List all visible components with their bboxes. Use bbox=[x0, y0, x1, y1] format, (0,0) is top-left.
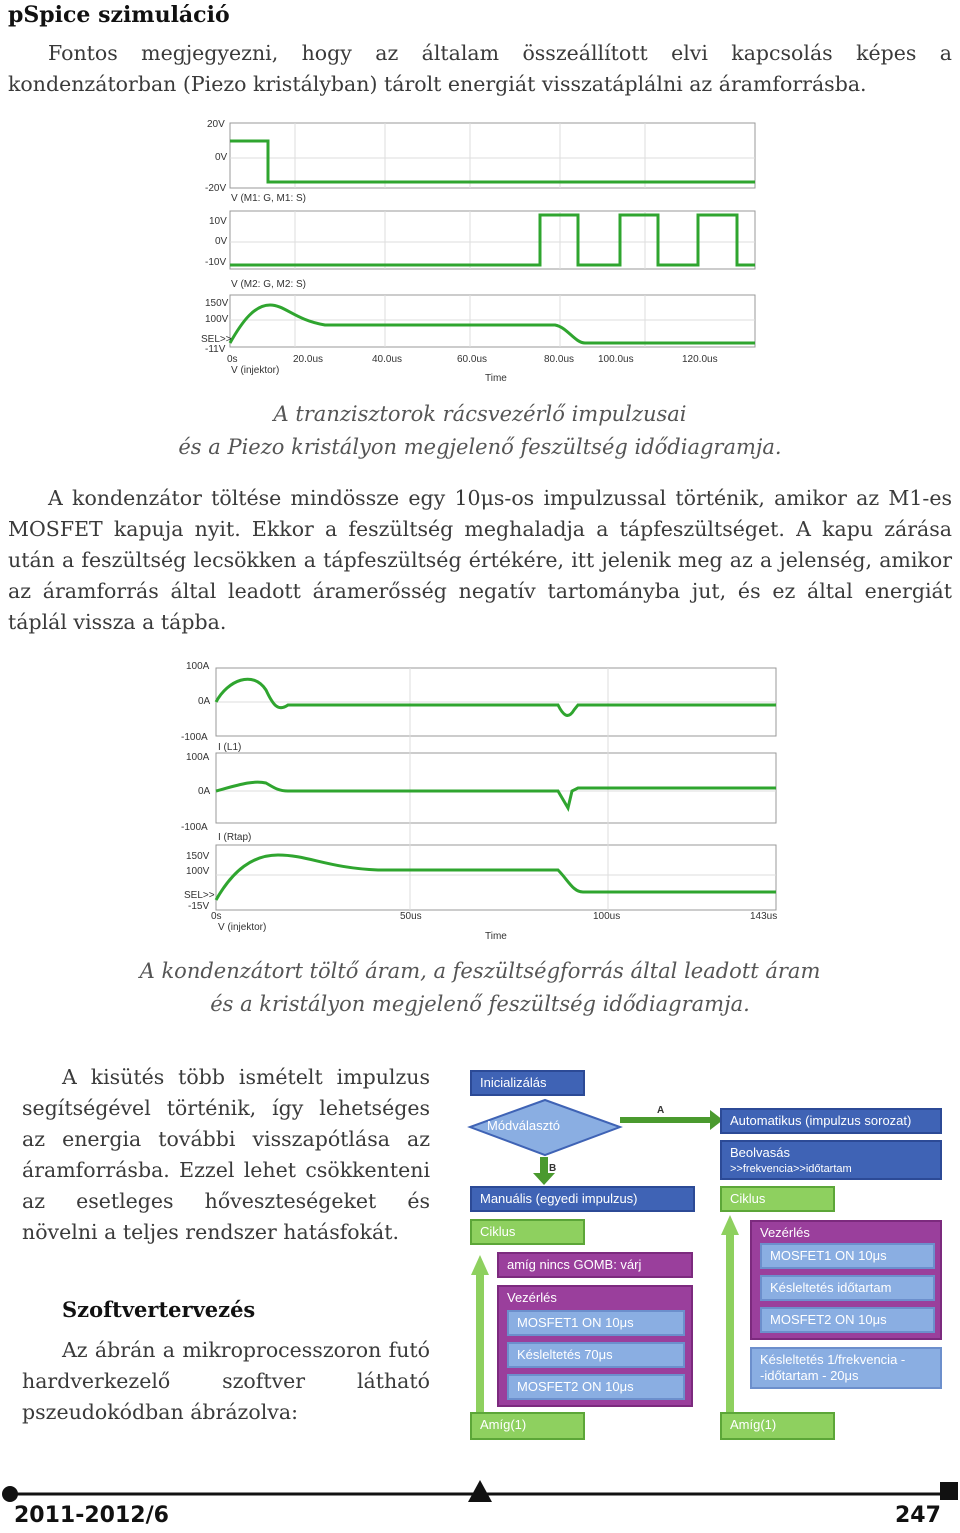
flow-r-delay2-line2: -időtartam - 20μs bbox=[760, 1368, 859, 1383]
f1-p1-tick: 20V bbox=[207, 119, 225, 130]
figure-gate-pulses bbox=[195, 115, 765, 390]
f2-p2-tick: 100A bbox=[186, 752, 210, 763]
flow-r-loop: Amíg(1) bbox=[720, 1412, 835, 1440]
figure1-caption-line1: A tranzisztorok rácsvezérlő impulzusai bbox=[273, 402, 687, 426]
figure-currents bbox=[178, 660, 788, 945]
f2-p3-tick: 100V bbox=[186, 866, 210, 877]
footer-rule bbox=[0, 1476, 960, 1506]
f1-xlabel: Time bbox=[485, 373, 507, 384]
f2-legend-injector: V (injektor) bbox=[218, 922, 267, 933]
paragraph-charging: A kondenzátor töltése mindössze egy 10μs-os impulzussal történik, amikor az M1-es MOSFET kapuja nyit. Ekkor a feszültség meghaladja a tápfeszültséget. A kapu zárása után a feszültség lecsökken a tápfeszültség értékére, itt jelenik meg az a jelenség, amikor az áramforrás által leadott áramerősség negatív tartományba jut, és ez által energiát táplál vissza a tápba. bbox=[8, 486, 952, 634]
section-title-pspice: pSpice szimuláció bbox=[8, 2, 230, 28]
flow-control-right-label: Vezérlés bbox=[760, 1225, 810, 1240]
flow-mode: Módválasztó bbox=[487, 1118, 560, 1133]
footer-square-icon bbox=[940, 1482, 958, 1500]
f1-p3-tick: 150V bbox=[205, 298, 229, 309]
f1-xtick: 100.0us bbox=[598, 354, 634, 365]
gate-pulse-chart bbox=[195, 115, 765, 390]
flow-read-line2: >>frekvencia>>időtartam bbox=[730, 1163, 852, 1175]
f1-legend-m1: V (M1: G, M1: S) bbox=[231, 193, 307, 204]
f2-xtick: 50us bbox=[400, 911, 422, 922]
paragraph-discharge: A kisütés több ismételt impulzus segítségével történik, így lehetséges az energia további visszapótlása az áramforrásba. Ezzel lehet csökkenteni az esetleges hőveszteségeket és növelni a teljes rendszer hatásfokát. bbox=[22, 1065, 430, 1244]
flow-cycle-left: Ciklus bbox=[470, 1219, 585, 1245]
f1-p1-tick: 0V bbox=[215, 152, 228, 163]
f2-p1-tick: 100A bbox=[186, 661, 210, 672]
f1-p2-tick: 0V bbox=[215, 236, 228, 247]
f1-legend-injector: V (injektor) bbox=[231, 365, 280, 376]
f2-xtick: 100us bbox=[593, 911, 621, 922]
f1-p3-tick: -11V bbox=[205, 344, 226, 355]
flow-cycle-right: Ciklus bbox=[720, 1186, 835, 1212]
flow-l-loop: Amíg(1) bbox=[470, 1412, 585, 1440]
flow-r-delay2-line1: Késleltetés 1/frekvencia - bbox=[760, 1352, 906, 1367]
f2-xlabel: Time bbox=[485, 931, 507, 942]
flow-l-mosfet2: MOSFET2 ON 10μs bbox=[507, 1374, 685, 1400]
footer-circle-icon bbox=[2, 1486, 18, 1502]
f2-xtick: 0s bbox=[211, 911, 222, 922]
f2-p1-tick: 0A bbox=[198, 696, 211, 707]
f2-p2-tick: 0A bbox=[198, 786, 211, 797]
footer-page-number: 247 bbox=[895, 1503, 941, 1528]
flow-r-mosfet2: MOSFET2 ON 10μs bbox=[760, 1307, 935, 1333]
flow-init: Inicializálás bbox=[470, 1070, 585, 1096]
f2-xtick: 143us bbox=[750, 911, 778, 922]
f1-xtick: 120.0us bbox=[682, 354, 718, 365]
f1-p2-tick: -10V bbox=[205, 257, 227, 268]
f1-legend-m2: V (M2: G, M2: S) bbox=[231, 279, 307, 290]
flow-manual: Manuális (egyedi impulzus) bbox=[470, 1186, 695, 1212]
f2-legend-rtap: I (Rtap) bbox=[218, 832, 252, 843]
f1-xtick: 40.0us bbox=[372, 354, 403, 365]
f1-xtick: 80.0us bbox=[544, 354, 575, 365]
f1-p3-tick: 100V bbox=[205, 314, 229, 325]
figure2-caption-line2: és a kristályon megjelenő feszültség idődiagramja. bbox=[210, 992, 750, 1016]
software-paragraph: Az ábrán a mikroprocesszoron futó hardverkezelő szoftver látható pszeudokódban ábrázolva: bbox=[22, 1338, 430, 1424]
footer-triangle-icon bbox=[468, 1480, 492, 1502]
flow-r-delay2 bbox=[750, 1347, 942, 1389]
flow-r-mosfet1: MOSFET1 ON 10μs bbox=[760, 1243, 935, 1269]
flow-wait: amíg nincs GOMB: várj bbox=[497, 1252, 693, 1278]
flow-read-line1: Beolvasás bbox=[730, 1145, 790, 1160]
flow-arrow-a-label: A bbox=[657, 1105, 665, 1116]
f1-xtick: 60.0us bbox=[457, 354, 488, 365]
footer-issue: 2011-2012/6 bbox=[14, 1503, 169, 1528]
software-flowchart bbox=[465, 1065, 955, 1445]
flow-read bbox=[720, 1140, 942, 1180]
f1-p3-tick: SEL>> bbox=[201, 334, 232, 345]
flow-l-mosfet1: MOSFET1 ON 10μs bbox=[507, 1310, 685, 1336]
f2-p1-tick: -100A bbox=[181, 732, 208, 743]
f2-p3-tick: SEL>> bbox=[184, 890, 215, 901]
figure2-caption-line1: A kondenzátort töltő áram, a feszültségforrás által leadott áram bbox=[139, 959, 821, 983]
intro-paragraph: Fontos megjegyezni, hogy az általam összeállított elvi kapcsolás képes a kondenzátorban (Piezo kristályban) tárolt energiát visszatáplálni az áramforrásba. bbox=[8, 41, 952, 96]
current-chart bbox=[178, 660, 788, 945]
section-title-software: Szoftvertervezés bbox=[62, 1297, 256, 1322]
f1-xtick: 20.0us bbox=[293, 354, 324, 365]
figure1-caption-line2: és a Piezo kristályon megjelenő feszültség idődiagramja. bbox=[178, 435, 782, 459]
flow-control-left-label: Vezérlés bbox=[507, 1290, 557, 1305]
f2-legend-l1: I (L1) bbox=[218, 742, 242, 753]
f2-p3-tick: -15V bbox=[188, 901, 210, 912]
f2-p2-tick: -100A bbox=[181, 822, 208, 833]
flow-auto: Automatikus (impulzus sorozat) bbox=[720, 1108, 942, 1134]
f2-p3-tick: 150V bbox=[186, 851, 210, 862]
f1-p2-tick: 10V bbox=[209, 216, 227, 227]
flow-l-delay: Késleltetés 70μs bbox=[507, 1342, 685, 1368]
f1-p1-tick: -20V bbox=[205, 183, 227, 194]
flow-r-delay: Késleltetés időtartam bbox=[760, 1275, 935, 1301]
flow-arrow-b-label: B bbox=[549, 1163, 557, 1174]
f1-xtick: 0s bbox=[227, 354, 238, 365]
